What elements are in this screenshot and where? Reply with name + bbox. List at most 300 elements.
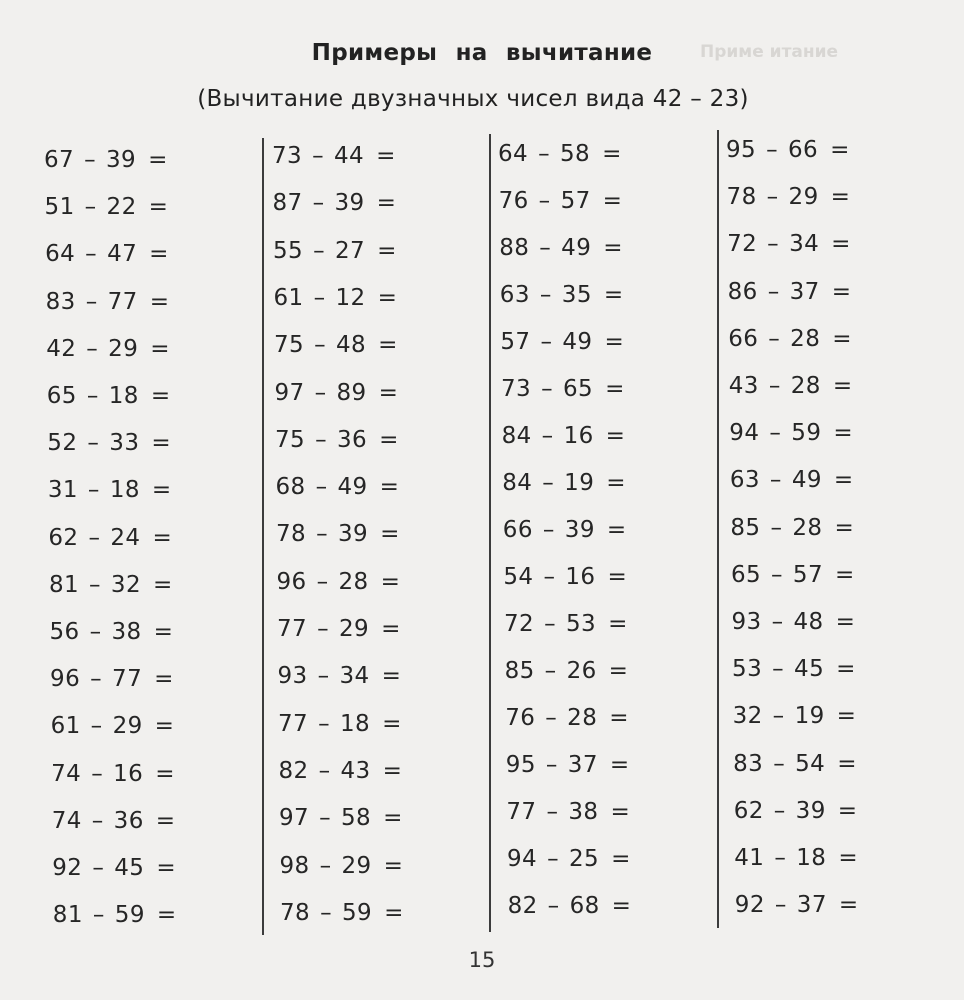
- equals-sign: =: [611, 893, 632, 919]
- minus-sign: –: [314, 332, 326, 359]
- subtrahend: 12: [335, 284, 366, 311]
- minus-sign: –: [771, 561, 783, 588]
- subtrahend: 26: [566, 658, 597, 684]
- equals-sign: =: [384, 899, 404, 926]
- subtrahend: 29: [788, 184, 819, 211]
- subtraction-exercise: [502, 470, 626, 496]
- equals-sign: =: [833, 467, 854, 494]
- minus-sign: –: [92, 855, 105, 881]
- minus-sign: –: [541, 376, 553, 402]
- equals-sign: =: [148, 147, 168, 173]
- subtraction-exercise: [272, 143, 396, 169]
- equals-sign: =: [383, 852, 404, 879]
- minuend: 43: [728, 373, 759, 399]
- equals-sign: =: [836, 703, 857, 730]
- minus-sign: –: [316, 568, 329, 595]
- equals-sign: =: [603, 282, 624, 308]
- equals-sign: =: [602, 141, 622, 167]
- equals-sign: =: [380, 521, 400, 548]
- minuend: 51: [44, 194, 75, 221]
- minus-sign: –: [774, 845, 787, 871]
- minus-sign: –: [319, 805, 331, 832]
- minuend: 82: [278, 757, 309, 784]
- equals-sign: =: [838, 845, 858, 871]
- minus-sign: –: [315, 474, 328, 501]
- subtraction-exercise: [729, 373, 853, 399]
- minus-sign: –: [85, 241, 98, 268]
- subtraction-exercise: [48, 477, 172, 503]
- subtrahend: 24: [110, 524, 141, 551]
- minuend: 73: [501, 376, 532, 402]
- subtrahend: 54: [795, 750, 826, 777]
- subtrahend: 44: [333, 143, 365, 169]
- minuend: 92: [734, 892, 765, 919]
- subtrahend: 59: [341, 899, 373, 926]
- minuend: 78: [276, 521, 307, 548]
- subtraction-exercise: [52, 855, 176, 881]
- minuend: 66: [728, 325, 759, 352]
- equals-sign: =: [604, 329, 625, 355]
- subtraction-exercise: [273, 190, 397, 216]
- minus-sign: –: [86, 383, 99, 409]
- minuend: 31: [47, 477, 78, 504]
- minus-sign: –: [547, 846, 559, 872]
- minuend: 72: [727, 231, 758, 258]
- equals-sign: =: [381, 616, 401, 642]
- subtraction-exercise: [505, 705, 629, 731]
- minuend: 95: [505, 752, 536, 778]
- equals-sign: =: [156, 902, 177, 929]
- minuend: 87: [272, 190, 303, 217]
- equals-sign: =: [381, 663, 402, 690]
- equals-sign: =: [611, 846, 631, 872]
- equals-sign: =: [379, 474, 400, 501]
- subtrahend: 35: [561, 282, 592, 308]
- subtrahend: 68: [569, 893, 600, 919]
- minus-sign: –: [313, 237, 325, 264]
- subtrahend: 77: [112, 666, 143, 693]
- equals-sign: =: [155, 807, 176, 834]
- minus-sign: –: [543, 564, 556, 590]
- minuend: 77: [277, 616, 308, 642]
- subtraction-exercise: [274, 285, 398, 311]
- equals-sign: =: [380, 568, 401, 595]
- minus-sign: –: [316, 521, 328, 548]
- equals-sign: =: [606, 517, 627, 543]
- minuend: 74: [51, 760, 82, 787]
- subtraction-exercise: [734, 845, 858, 871]
- minuend: 52: [47, 430, 78, 457]
- minus-sign: –: [774, 892, 787, 919]
- subtraction-exercise: [499, 235, 623, 261]
- equals-sign: =: [376, 143, 396, 169]
- equals-sign: =: [838, 892, 859, 919]
- subtraction-exercise: [727, 231, 851, 257]
- minus-sign: –: [86, 335, 99, 362]
- minuend: 96: [276, 568, 307, 595]
- minuend: 96: [50, 666, 81, 693]
- equals-sign: =: [378, 332, 398, 359]
- subtraction-exercise: [278, 663, 402, 689]
- equals-sign: =: [156, 855, 176, 881]
- equals-sign: =: [382, 757, 403, 784]
- equals-sign: =: [831, 278, 852, 305]
- minuend: 73: [272, 143, 303, 169]
- subtraction-exercise: [276, 474, 400, 500]
- minus-sign: –: [544, 658, 557, 684]
- subtraction-exercise: [48, 525, 172, 551]
- subtraction-exercise: [51, 761, 175, 787]
- subtrahend: 27: [334, 237, 366, 264]
- minuend: 92: [52, 855, 83, 881]
- minuend: 94: [729, 420, 760, 447]
- equals-sign: =: [837, 797, 858, 824]
- subtraction-exercise: [503, 564, 627, 590]
- subtraction-exercise: [46, 289, 170, 315]
- subtraction-exercise: [730, 467, 854, 493]
- subtraction-exercise: [726, 137, 850, 163]
- subtraction-exercise: [50, 619, 174, 645]
- minus-sign: –: [546, 799, 559, 825]
- subtrahend: 19: [794, 703, 825, 730]
- minus-sign: –: [542, 470, 555, 496]
- minuend: 81: [52, 902, 83, 929]
- minus-sign: –: [320, 899, 332, 926]
- equals-sign: =: [832, 373, 853, 399]
- subtraction-exercise: [52, 808, 176, 834]
- minuend: 82: [507, 893, 538, 919]
- minus-sign: –: [317, 616, 329, 642]
- minus-sign: –: [766, 137, 778, 163]
- minuend: 56: [49, 619, 80, 645]
- minuend: 77: [506, 799, 537, 825]
- minuend: 94: [507, 846, 538, 872]
- minuend: 65: [46, 383, 77, 409]
- minuend: 85: [504, 658, 535, 684]
- equals-sign: =: [378, 379, 399, 406]
- subtrahend: 16: [113, 760, 144, 787]
- minus-sign: –: [87, 477, 100, 504]
- equals-sign: =: [605, 376, 625, 402]
- minuend: 83: [733, 750, 764, 777]
- equals-sign: =: [835, 609, 856, 635]
- equals-sign: =: [154, 713, 175, 740]
- minus-sign: –: [767, 278, 780, 305]
- subtraction-exercise: [729, 420, 853, 446]
- minuend: 61: [273, 284, 304, 311]
- subtraction-exercise: [500, 329, 624, 355]
- subtrahend: 39: [564, 517, 595, 543]
- subtraction-exercise: [276, 521, 400, 547]
- minus-sign: –: [769, 467, 782, 494]
- minuend: 78: [280, 899, 311, 926]
- subtrahend: 65: [562, 376, 594, 402]
- minus-sign: –: [540, 329, 553, 355]
- minuend: 68: [275, 474, 306, 501]
- subtraction-exercise: [278, 711, 402, 737]
- equals-sign: =: [831, 231, 851, 258]
- minuend: 65: [730, 561, 762, 588]
- subtrahend: 37: [789, 278, 820, 305]
- minuend: 66: [502, 517, 533, 543]
- equals-sign: =: [383, 805, 403, 832]
- subtraction-exercise: [279, 805, 403, 831]
- subtraction-exercise: [280, 853, 404, 879]
- minus-sign: –: [312, 190, 325, 217]
- equals-sign: =: [152, 524, 173, 551]
- subtraction-exercise: [506, 752, 630, 778]
- subtraction-exercise: [47, 430, 171, 456]
- subtraction-exercise: [730, 515, 854, 541]
- minuend: 98: [279, 852, 310, 879]
- equals-sign: =: [151, 477, 172, 504]
- subtraction-exercise: [502, 423, 626, 449]
- minuend: 84: [502, 470, 533, 496]
- page-number: 15: [468, 948, 496, 972]
- subtraction-exercise: [277, 569, 401, 595]
- title-word: Примеры: [311, 40, 438, 66]
- minus-sign: –: [771, 609, 784, 635]
- subtrahend: 49: [561, 235, 592, 261]
- minus-sign: –: [542, 517, 555, 543]
- subtrahend: 59: [791, 420, 822, 447]
- subtraction-exercise: [507, 846, 631, 872]
- subtrahend: 16: [565, 564, 596, 590]
- minuend: 54: [503, 564, 534, 590]
- minuend: 76: [505, 705, 536, 731]
- minus-sign: –: [92, 902, 105, 929]
- subtrahend: 33: [109, 430, 140, 457]
- subtrahend: 59: [114, 902, 145, 929]
- subtraction-exercise: [506, 799, 630, 825]
- subtraction-exercise: [274, 332, 398, 358]
- subtraction-exercise: [732, 609, 856, 635]
- bleed-through-text: Приме итание: [700, 42, 839, 62]
- subtraction-exercise: [50, 666, 174, 692]
- minuend: 63: [729, 467, 760, 494]
- subtraction-exercise: [508, 893, 632, 919]
- minuend: 97: [279, 805, 310, 832]
- minuend: 75: [275, 426, 306, 453]
- equals-sign: =: [154, 666, 174, 693]
- minuend: 62: [48, 524, 79, 551]
- subtrahend: 53: [565, 611, 597, 637]
- minuend: 42: [46, 335, 77, 362]
- subtrahend: 37: [567, 752, 598, 778]
- subtrahend: 18: [109, 477, 140, 504]
- subtrahend: 57: [560, 188, 591, 214]
- minuend: 74: [51, 807, 82, 834]
- subtrahend: 49: [337, 474, 368, 501]
- subtrahend: 58: [559, 141, 591, 167]
- subtraction-exercise: [45, 194, 169, 220]
- subtrahend: 89: [336, 379, 367, 406]
- equals-sign: =: [833, 420, 854, 447]
- minus-sign: –: [767, 231, 780, 258]
- equals-sign: =: [608, 611, 628, 637]
- minuend: 57: [500, 329, 531, 355]
- subtrahend: 34: [339, 663, 370, 690]
- equals-sign: =: [382, 710, 402, 737]
- minus-sign: –: [89, 619, 102, 645]
- equals-sign: =: [153, 619, 174, 645]
- minuend: 95: [726, 137, 757, 163]
- subtrahend: 28: [792, 514, 823, 541]
- minuend: 62: [733, 797, 764, 824]
- subtrahend: 49: [791, 467, 822, 494]
- minus-sign: –: [84, 194, 97, 221]
- subtrahend: 39: [334, 190, 365, 217]
- minus-sign: –: [314, 379, 327, 406]
- subtraction-exercise: [275, 380, 399, 406]
- equals-sign: =: [377, 284, 398, 311]
- equals-sign: =: [605, 423, 626, 449]
- subtraction-exercise: [279, 758, 403, 784]
- subtraction-exercise: [503, 517, 627, 543]
- minus-sign: –: [768, 325, 781, 352]
- minus-sign: –: [545, 752, 558, 778]
- minus-sign: –: [89, 571, 101, 598]
- equals-sign: =: [837, 750, 857, 777]
- minus-sign: –: [85, 288, 98, 315]
- equals-sign: =: [834, 514, 855, 541]
- equals-sign: =: [149, 241, 169, 268]
- subtrahend: 32: [110, 571, 141, 598]
- title-word: на: [455, 40, 488, 66]
- minus-sign: –: [539, 235, 552, 261]
- minuend: 53: [732, 656, 763, 683]
- subtrahend: 58: [340, 805, 372, 832]
- subtrahend: 18: [339, 710, 371, 737]
- minus-sign: –: [317, 663, 330, 690]
- subtraction-exercise: [46, 336, 170, 362]
- equals-sign: =: [603, 235, 623, 261]
- minus-sign: –: [91, 760, 104, 787]
- subtraction-exercise: [734, 798, 858, 824]
- minuend: 67: [44, 147, 75, 173]
- subtraction-exercise: [731, 562, 855, 588]
- subtraction-exercise: [273, 238, 397, 264]
- subtraction-exercise: [277, 616, 401, 642]
- subtrahend: 43: [340, 757, 371, 784]
- minus-sign: –: [318, 710, 330, 737]
- minus-sign: –: [84, 147, 96, 173]
- minus-sign: –: [319, 852, 332, 879]
- equals-sign: =: [602, 188, 623, 214]
- equals-sign: =: [153, 571, 173, 598]
- equals-sign: =: [606, 470, 626, 496]
- subtrahend: 39: [795, 797, 826, 824]
- minuend: 61: [50, 713, 81, 740]
- subtrahend: 25: [568, 846, 600, 872]
- subtrahend: 39: [105, 147, 137, 173]
- subtrahend: 29: [108, 335, 139, 362]
- subtraction-exercise: [500, 282, 624, 308]
- equals-sign: =: [608, 658, 629, 684]
- equals-sign: =: [836, 656, 856, 683]
- subtrahend: 19: [564, 470, 595, 496]
- subtrahend: 38: [568, 799, 599, 825]
- subtrahend: 18: [108, 383, 139, 409]
- minuend: 84: [501, 423, 532, 449]
- subtrahend: 45: [794, 656, 825, 683]
- column-divider: [262, 138, 264, 935]
- subtraction-exercise: [504, 611, 628, 637]
- title-word: вычитание: [505, 40, 653, 66]
- subtrahend: 77: [107, 288, 138, 315]
- minus-sign: –: [90, 713, 103, 740]
- column-divider: [717, 130, 719, 928]
- subtrahend: 57: [792, 561, 823, 588]
- subtraction-exercise: [735, 892, 859, 918]
- subtrahend: 34: [789, 231, 820, 258]
- minuend: 55: [273, 237, 304, 264]
- equals-sign: =: [376, 190, 397, 217]
- minuend: 64: [498, 141, 529, 167]
- subtraction-exercise: [728, 279, 852, 305]
- minuend: 72: [504, 611, 535, 637]
- subtrahend: 28: [567, 705, 598, 731]
- page-title: [0, 40, 964, 66]
- subtraction-exercise: [280, 900, 404, 926]
- equals-sign: =: [155, 760, 175, 787]
- equals-sign: =: [150, 383, 171, 409]
- minuend: 63: [499, 282, 530, 308]
- equals-sign: =: [830, 137, 850, 163]
- minus-sign: –: [770, 514, 783, 541]
- minus-sign: –: [315, 426, 327, 453]
- equals-sign: =: [832, 325, 852, 352]
- subtrahend: 45: [114, 855, 145, 881]
- minuend: 78: [726, 184, 757, 211]
- minus-sign: –: [772, 656, 785, 683]
- equals-sign: =: [377, 237, 397, 264]
- minus-sign: –: [312, 143, 324, 169]
- subtraction-exercise: [498, 141, 622, 167]
- subtrahend: 38: [111, 619, 142, 645]
- minus-sign: –: [541, 423, 554, 449]
- subtrahend: 48: [793, 609, 824, 635]
- subtrahend: 39: [337, 521, 369, 548]
- subtraction-exercise: [499, 188, 623, 214]
- subtrahend: 18: [796, 845, 827, 871]
- subtraction-exercise: [53, 902, 177, 928]
- subtraction-exercise: [44, 147, 168, 173]
- subtrahend: 47: [107, 241, 138, 268]
- minuend: 83: [45, 288, 76, 315]
- minuend: 76: [498, 188, 529, 214]
- minuend: 88: [499, 235, 530, 261]
- minuend: 64: [45, 241, 76, 268]
- minuend: 75: [274, 332, 305, 359]
- equals-sign: =: [148, 194, 169, 221]
- minuend: 32: [732, 703, 763, 730]
- equals-sign: =: [150, 335, 170, 362]
- minus-sign: –: [768, 373, 781, 399]
- subtrahend: 48: [335, 332, 367, 359]
- minus-sign: –: [88, 524, 101, 551]
- minus-sign: –: [766, 184, 779, 211]
- subtrahend: 28: [790, 373, 821, 399]
- minuend: 97: [274, 379, 305, 406]
- page-subtitle: (Вычитание двузначных чисел вида 42 – 23): [197, 86, 749, 112]
- subtraction-exercise: [505, 658, 629, 684]
- subtraction-exercise: [501, 376, 625, 402]
- minus-sign: –: [544, 611, 556, 637]
- subtrahend: 29: [112, 713, 143, 740]
- minus-sign: –: [313, 284, 326, 311]
- minus-sign: –: [538, 188, 551, 214]
